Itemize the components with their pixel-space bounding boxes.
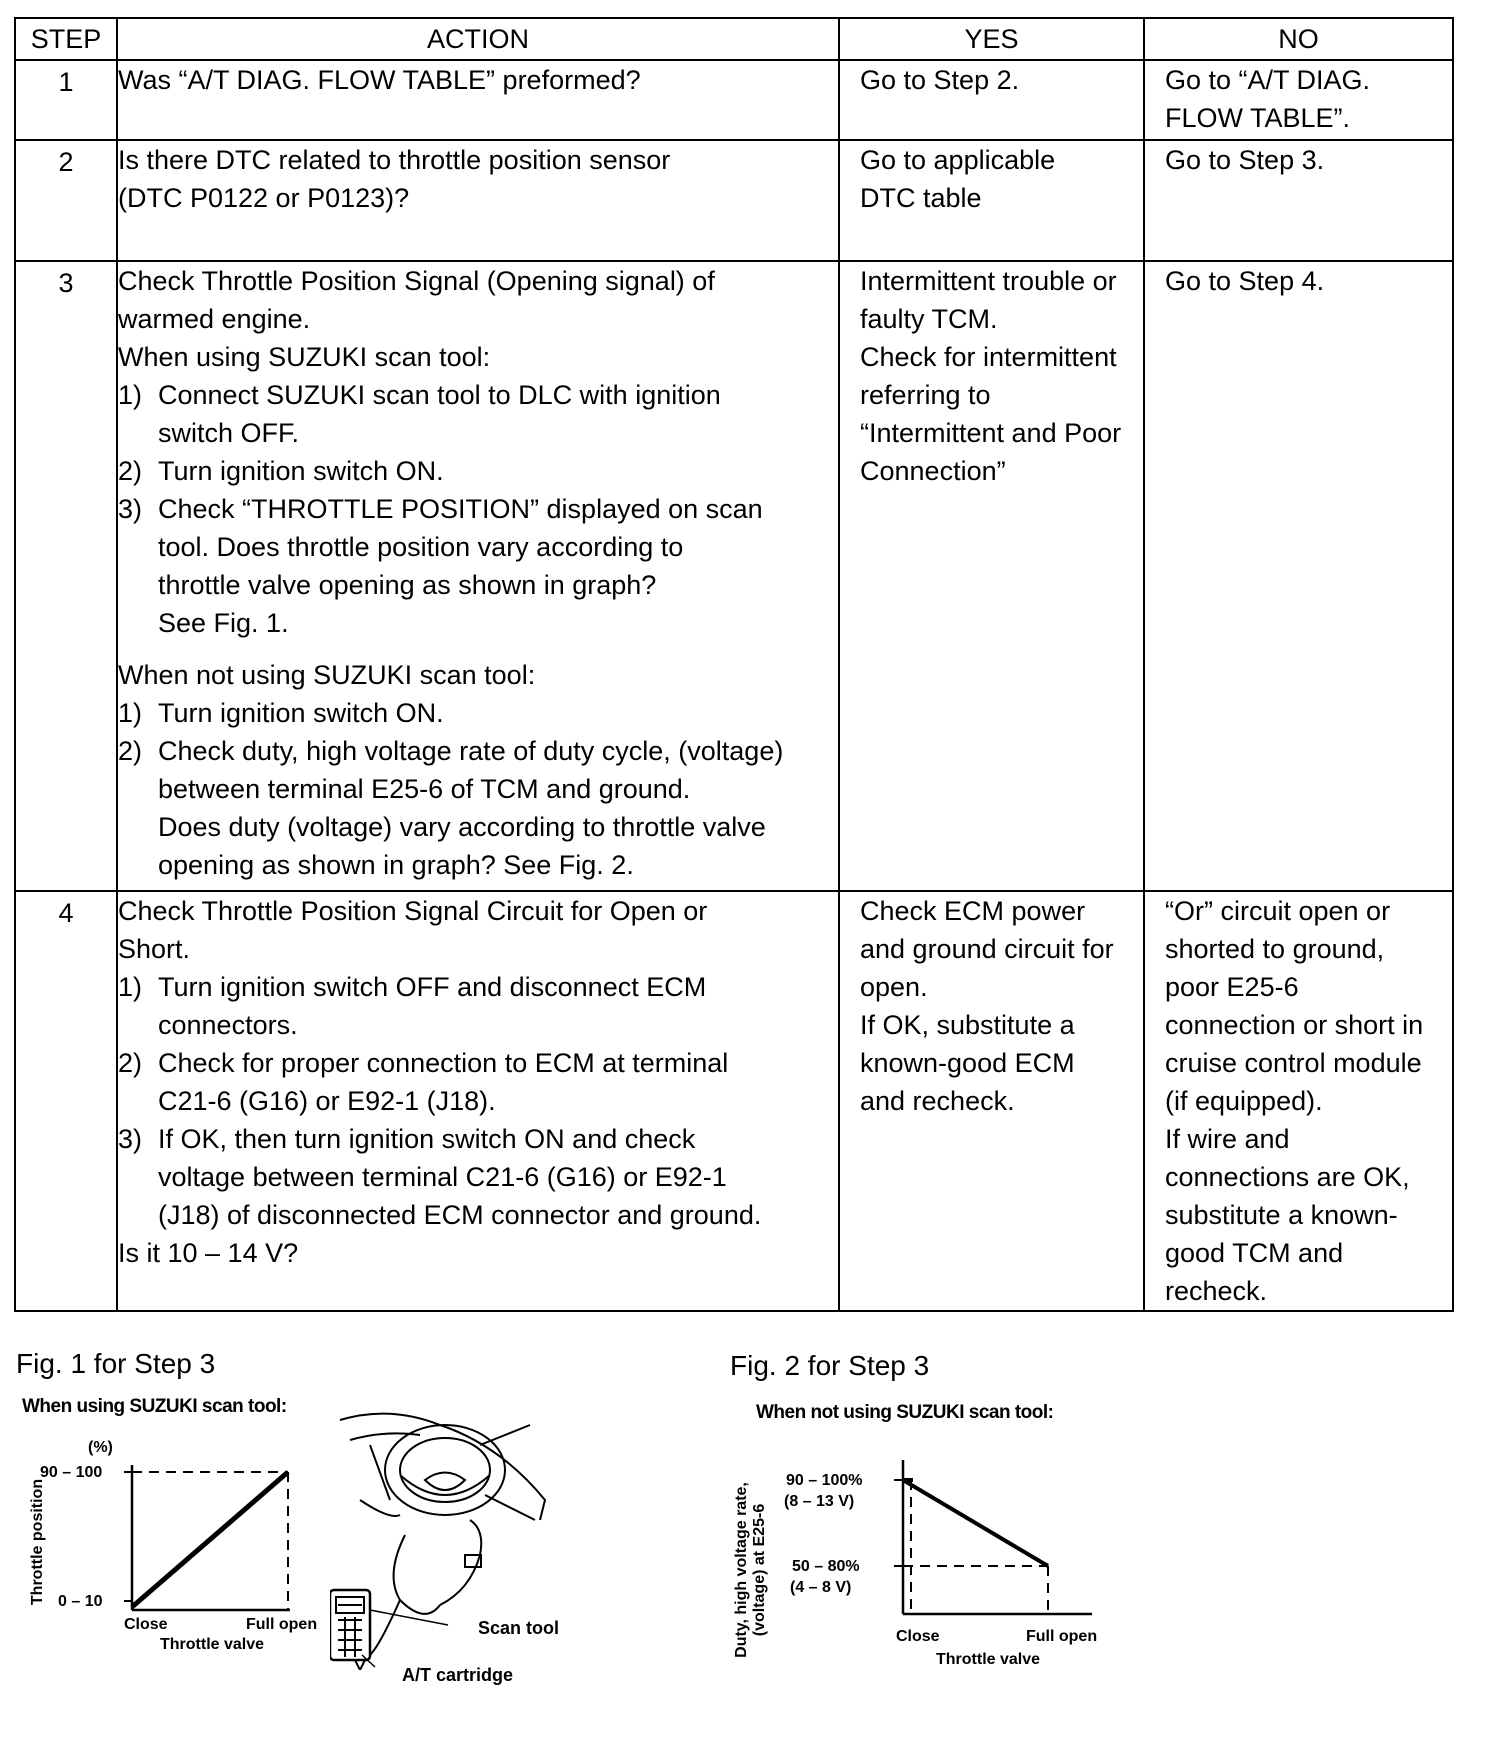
yes-line: Go to applicable [860,145,1056,175]
yes-line: referring to [860,380,991,410]
no-cell [1144,140,1453,261]
yes-line: Check for intermittent [860,342,1117,372]
step-text: Turn ignition switch ON. [158,456,444,486]
action-cell [117,891,839,1311]
callout-scan-tool: Scan tool [478,1618,560,1638]
step-text: between terminal E25-6 of TCM and ground. [158,774,691,804]
yes-cell [839,140,1144,261]
step-marker: 2) [118,1048,143,1078]
yes-line: Check ECM power [860,896,1086,926]
fig2-ytick-top-volt: (8 – 13 V) [784,1493,855,1510]
fig1-series-line [132,1472,288,1607]
step-marker: 1) [118,698,143,728]
no-cell [1144,60,1453,140]
step-text: If OK, then turn ignition switch ON and check [158,1124,696,1154]
fig2-ytick-bottom-volt: (4 – 8 V) [790,1579,852,1596]
yes-cell [839,261,1144,891]
no-line: good TCM and [1165,1238,1344,1268]
fig1-ylabel: Throttle position [29,1478,46,1606]
yes-cell [839,891,1144,1311]
yes-line: Connection” [860,456,1006,486]
table-row [15,60,1453,140]
step-number: 3 [15,261,117,891]
step-text: Does duty (voltage) vary according to throttle valve [158,812,766,842]
fig1-ytick-bottom: 0 – 10 [58,1593,103,1610]
step-number: 4 [15,891,117,1311]
step-marker: 1) [118,380,143,410]
yes-line: open. [860,972,928,1002]
fig1-title: Fig. 1 for Step 3 [16,1348,216,1379]
action-cell [117,261,839,891]
numbered-step [118,1044,838,1120]
fig2-xlabel: Throttle valve [936,1651,1041,1668]
fig1-xlabel: Throttle valve [160,1636,265,1650]
numbered-step [118,452,838,490]
no-line: Go to “A/T DIAG. [1165,65,1371,95]
step-text: voltage between terminal C21-6 (G16) or E92-1 [158,1162,727,1192]
no-line: Go to Step 4. [1165,266,1325,296]
numbered-step [118,490,838,642]
fig2-title: Fig. 2 for Step 3 [730,1350,930,1381]
fig2-ytick-bottom-pct: 50 – 80% [792,1558,860,1575]
fig2-series-line [903,1480,1048,1566]
diagnostic-table [14,17,1454,1312]
no-cell [1144,891,1453,1311]
no-line: poor E25-6 [1165,972,1299,1002]
no-line: cruise control module [1165,1048,1422,1078]
table-header-row [15,18,1453,60]
yes-cell [839,60,1144,140]
yes-line: known-good ECM [860,1048,1075,1078]
fig1-graph [20,1430,360,1650]
no-line: Go to Step 3. [1165,145,1325,175]
step-text: Check duty, high voltage rate of duty cycle, (voltage) [158,736,784,766]
step-number: 1 [15,60,117,140]
step-text: throttle valve opening as shown in graph? [158,570,657,600]
yes-line: Intermittent trouble or [860,266,1117,296]
no-line: substitute a known- [1165,1200,1398,1230]
no-line: recheck. [1165,1276,1268,1306]
table-row [15,891,1453,1311]
header-no: NO [1144,18,1453,60]
numbered-step [118,1120,838,1234]
no-cell [1144,261,1453,891]
fig1-subtitle: When using SUZUKI scan tool: [22,1396,287,1417]
yes-line: If OK, substitute a [860,1010,1075,1040]
step-marker: 1) [118,972,143,1002]
action-line: Is there DTC related to throttle position sensor [118,145,671,175]
action-line: Check Throttle Position Signal (Opening signal) of [118,266,715,296]
fig1-unit: (%) [88,1439,113,1456]
fig2-xtick-fullopen: Full open [1026,1628,1098,1645]
no-line: connections are OK, [1165,1162,1410,1192]
fig2-ytick-top-pct: 90 – 100% [786,1472,863,1489]
callout-at-cartridge: A/T cartridge [402,1665,514,1685]
step-text: Turn ignition switch OFF and disconnect ECM [158,972,707,1002]
action-line: Is it 10 – 14 V? [118,1238,299,1268]
step-text: tool. Does throttle position vary according to [158,532,684,562]
action-cell [117,140,839,261]
fig1-xtick-fullopen: Full open [246,1616,318,1633]
step-text: Turn ignition switch ON. [158,698,444,728]
fig2-graph [728,1430,1118,1680]
step-text: switch OFF. [158,418,300,448]
fig2-ylabel-2: (voltage) at E25-6 [751,1503,768,1637]
header-yes: YES [839,18,1144,60]
action-line: warmed engine. [118,304,311,334]
step-marker: 2) [118,736,143,766]
step-marker: 3) [118,1124,143,1154]
yes-line: “Intermittent and Poor [860,418,1122,448]
step-text: connectors. [158,1010,298,1040]
table-row [15,140,1453,261]
action-line: Was “A/T DIAG. FLOW TABLE” preformed? [118,65,641,95]
action-line: When using SUZUKI scan tool: [118,342,491,372]
yes-line: and recheck. [860,1086,1015,1116]
no-line: “Or” circuit open or [1165,896,1391,926]
no-line: If wire and [1165,1124,1290,1154]
fig2-ylabel-1: Duty, high voltage rate, [733,1482,750,1658]
fig1-xtick-close: Close [124,1616,168,1633]
header-step: STEP [15,18,117,60]
step-number: 2 [15,140,117,261]
action-line: Short. [118,934,191,964]
action-line: (DTC P0122 or P0123)? [118,183,410,213]
step-text: Check “THROTTLE POSITION” displayed on scan [158,494,763,524]
action-cell [117,60,839,140]
step-text: (J18) of disconnected ECM connector and ground. [158,1200,762,1230]
fig2-xtick-close: Close [896,1628,940,1645]
numbered-step [118,694,838,732]
numbered-step [118,968,838,1044]
action-line: When not using SUZUKI scan tool: [118,660,536,690]
step-marker: 3) [118,494,143,524]
step-text: C21-6 (G16) or E92-1 (J18). [158,1086,496,1116]
step-text: See Fig. 1. [158,608,289,638]
yes-line: DTC table [860,183,982,213]
no-line: FLOW TABLE”. [1165,103,1351,133]
no-line: (if equipped). [1165,1086,1323,1116]
numbered-step [118,732,838,884]
step-text: Connect SUZUKI scan tool to DLC with ignition [158,380,721,410]
fig2-subtitle: When not using SUZUKI scan tool: [756,1402,1054,1423]
yes-line: and ground circuit for [860,934,1114,964]
no-line: connection or short in [1165,1010,1424,1040]
yes-line: faulty TCM. [860,304,998,334]
no-line: shorted to ground, [1165,934,1385,964]
yes-line: Go to Step 2. [860,65,1020,95]
fig1-ytick-top: 90 – 100 [40,1464,103,1481]
header-action: ACTION [117,18,839,60]
step-text: opening as shown in graph? See Fig. 2. [158,850,634,880]
table-row [15,261,1453,891]
action-line: Check Throttle Position Signal Circuit for Open or [118,896,708,926]
numbered-step [118,376,838,452]
step-text: Check for proper connection to ECM at terminal [158,1048,729,1078]
step-marker: 2) [118,456,143,486]
